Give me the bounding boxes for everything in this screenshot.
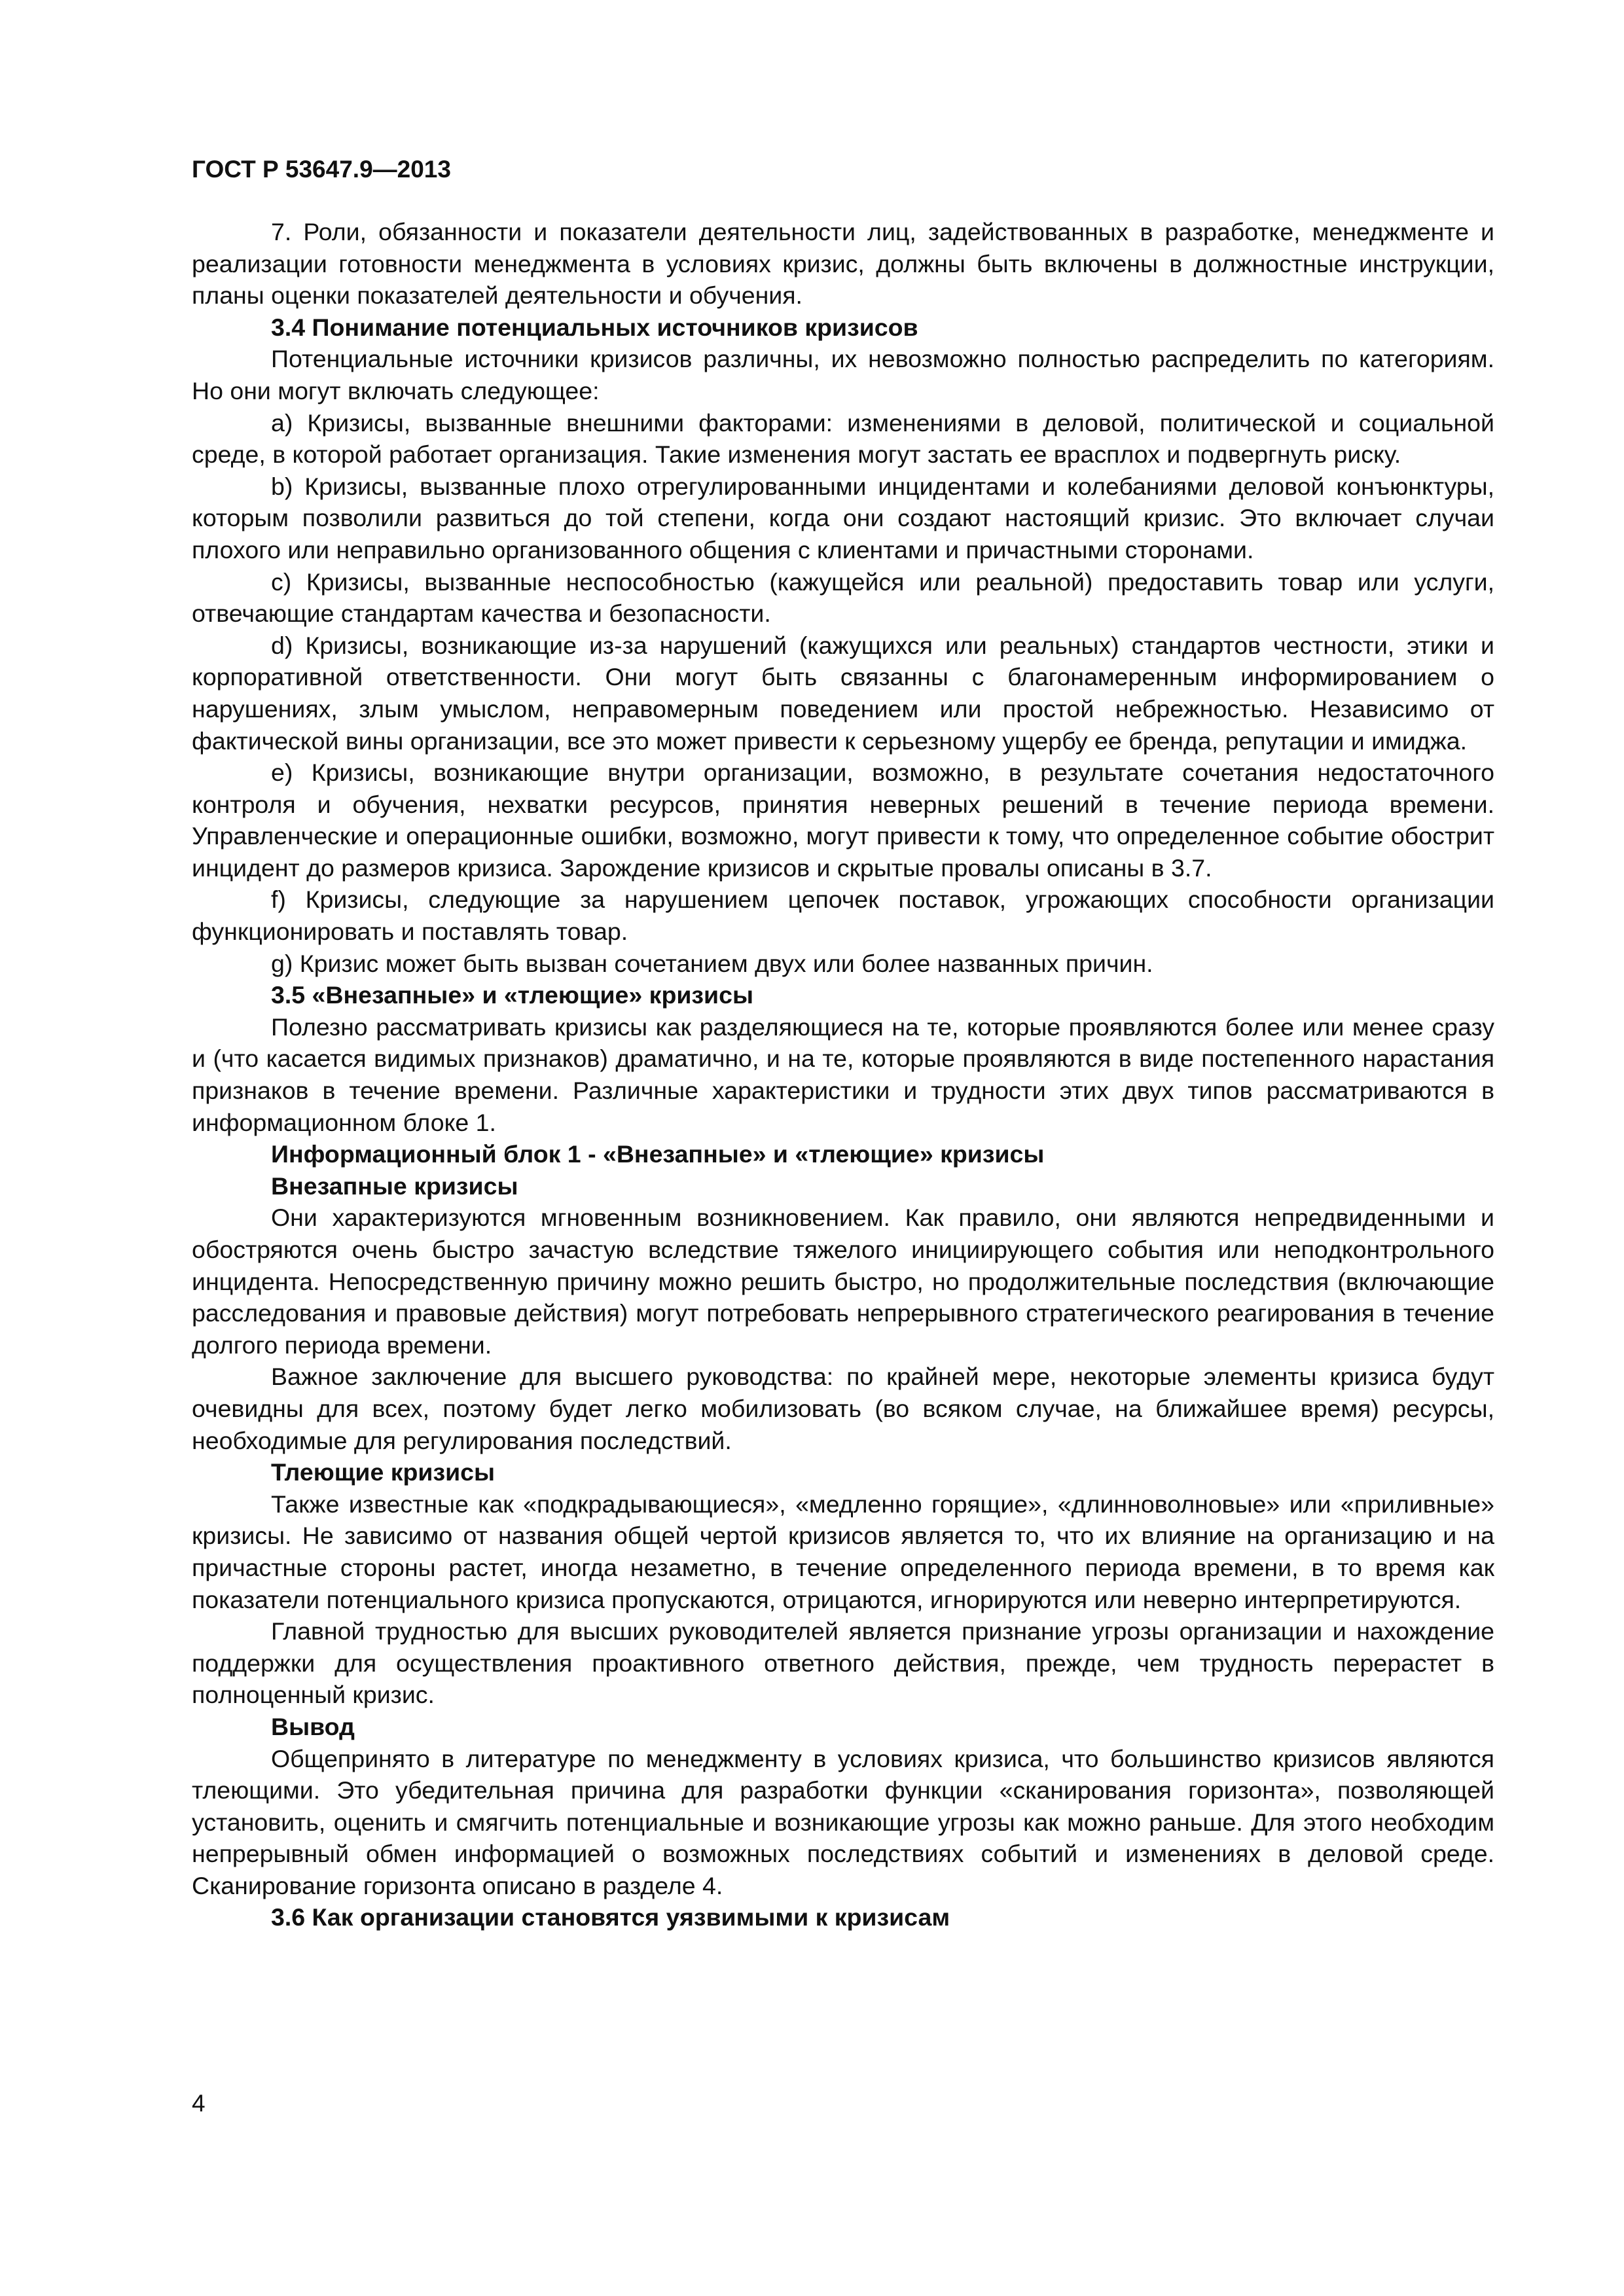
document-header: ГОСТ Р 53647.9—2013 — [192, 156, 451, 183]
paragraph: b) Кризисы, вызванные плохо отрегулированными инцидентами и колебаниями деловой конъюнктуры, которым позволили развиться до той степени, когда они создают настоящий кризис. Это включает случаи плохого или неправильно организованного общения с клиентами и причастными сторонами. — [192, 472, 1494, 564]
paragraph: Важное заключение для высшего руководства: по крайней мере, некоторые элементы кризиса будут очевидны для всех, поэтому будет легко мобилизовать (во всяком случае, на ближайшее время) ресурсы, необходимые для регулирования последствий. — [192, 1363, 1494, 1454]
paragraph: 7. Роли, обязанности и показатели деятельности лиц, задействованных в разработке, менеджменте и реализации готовности менеджмента в условиях кризис, должны быть включены в должностные инструкции, планы оценки показателей деятельности и обучения. — [192, 218, 1494, 310]
paragraph: f) Кризисы, следующие за нарушением цепочек поставок, угрожающих способности организации функционировать и поставлять товар. — [192, 886, 1494, 946]
paragraph: c) Кризисы, вызванные неспособностью (кажущейся или реальной) предоставить товар или услуги, отвечающие стандартам качества и безопасности. — [192, 567, 1494, 628]
paragraph: Общепринято в литературе по менеджменту в условиях кризиса, что большинство кризисов являются тлеющими. Это убедительная причина для разработки функции «сканирования горизонта», позволяющей установить, оценить и смягчить потенциальные и возникающие угрозы как можно раньше. Для этого необходим непрерывный обмен информацией о возможных последствиях событий и изменениях в деловой среде. Сканирование горизонта описано в разделе 4. — [192, 1744, 1494, 1899]
page-number: 4 — [192, 2090, 206, 2117]
section-heading: Внезапные кризисы — [271, 1172, 518, 1200]
document-content — [192, 216, 1494, 1933]
page-body — [192, 216, 1494, 1933]
section-heading: Тлеющие кризисы — [271, 1458, 496, 1486]
paragraph: Главной трудностью для высших руководителей является признание угрозы организации и нахождение поддержки для осуществления проактивного ответного действия, прежде, чем трудность перерастет в полноценный кризис. — [192, 1617, 1494, 1709]
section-heading: 3.4 Понимание потенциальных источников кризисов — [271, 313, 918, 341]
paragraph: d) Кризисы, возникающие из-за нарушений (кажущихся или реальных) стандартов честности, этики и корпоративной ответственности. Они могут быть связанны с благонамеренным информированием о нарушениях, злым умыслом, неправомерным поведением или простой небрежностью. Независимо от фактической вины организации, все это может привести к серьезному ущербу ее бренда, репутации и имиджа. — [192, 631, 1494, 755]
paragraph: a) Кризисы, вызванные внешними факторами: изменениями в деловой, политической и социальной среде, в которой работает организация. Такие изменения могут застать ее врасплох и подвергнуть риску. — [192, 408, 1494, 469]
section-heading: 3.5 «Внезапные» и «тлеющие» кризисы — [271, 981, 753, 1009]
paragraph: e) Кризисы, возникающие внутри организации, возможно, в результате сочетания недостаточного контроля и обучения, нехватки ресурсов, принятия неверных решений в течение периода времени. Управленческие и операционные ошибки, возможно, могут привести к тому, что определенное событие обострит инцидент до размеров кризиса. Зарождение кризисов и скрытые провалы описаны в 3.7. — [192, 759, 1494, 882]
paragraph: Потенциальные источники кризисов различны, их невозможно полностью распределить по категориям. Но они могут включать следующее: — [192, 345, 1494, 404]
section-heading: Вывод — [271, 1712, 355, 1740]
section-heading: Информационный блок 1 - «Внезапные» и «тлеющие» кризисы — [271, 1140, 1045, 1168]
paragraph: Полезно рассматривать кризисы как разделяющиеся на те, которые проявляются более или менее сразу и (что касается видимых признаков) драматично, и на те, которые проявляются в виде постепенного нарастания признаков в течение времени. Различные характеристики и трудности этих двух типов рассматриваются в информационном блоке 1. — [192, 1013, 1494, 1136]
paragraph: Они характеризуются мгновенным возникновением. Как правило, они являются непредвиденными и обостряются очень быстро зачастую вследствие тяжелого инициирующего события или неподконтрольного инцидента. Непосредственную причину можно решить быстро, но продолжительные последствия (включающие расследования и правовые действия) могут потребовать непрерывного стратегического реагирования в течение долгого периода времени. — [192, 1204, 1494, 1359]
paragraph: g) Кризис может быть вызван сочетанием двух или более названных причин. — [271, 949, 1153, 977]
paragraph: Также известные как «подкрадывающиеся», «медленно горящие», «длинноволновые» или «приливные» кризисы. Не зависимо от названия общей чертой кризисов является то, что их влияние на организацию и на причастные стороны растет, иногда незаметно, в течение определенного периода времени, в то время как показатели потенциального кризиса пропускаются, отрицаются, игнорируются или неверно интерпретируются. — [192, 1490, 1494, 1613]
section-heading: 3.6 Как организации становятся уязвимыми к кризисам — [271, 1903, 950, 1931]
